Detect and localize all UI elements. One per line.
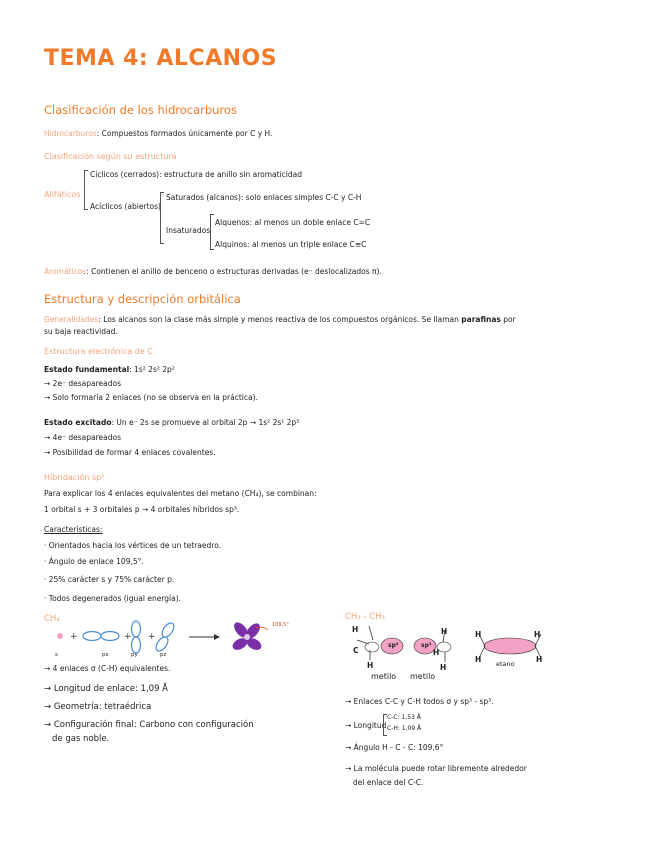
subheading-hybridization: Hibridación sp³ [44,473,105,482]
subheading-electronic: Estructura electrónica de C [44,347,153,356]
ch4-line-3: → Geometría: tetraédrica [44,702,152,712]
ethane-sigma-bond [484,638,536,654]
fundamental-line [44,365,175,374]
brace-aliphatic [84,170,88,210]
atom-h-3: H [441,627,448,636]
pz-lobe-bottom [154,635,171,653]
saturados-text: Saturados (alcanos): solo enlaces simples C-C y C-H [166,193,362,202]
plus-sign: + [70,632,78,642]
fundamental-2: → Solo formaría 2 enlaces (no se observa en la práctica). [44,393,258,402]
s-orbital [57,633,63,639]
excited-2: → Posibilidad de formar 4 enlaces covalentes. [44,448,216,457]
generalidades-line-2: su baja reactividad. [44,327,118,336]
def-label: Hidrocarburos [44,129,97,138]
atom-h-9: H [536,655,543,664]
aciclicos-text: Acíclicos (abiertos) [90,202,161,211]
ch4-orbital-diagram [44,620,284,665]
excited-line [44,418,299,427]
plus-sign-3: + [148,632,156,642]
generalidades-label: Generalidades [44,315,99,324]
orbital-label-s: s [55,652,58,658]
py-lobe-top [132,621,141,637]
ethane-long-1: C-C: 1,53 Å [387,714,421,721]
plus-sign-2: + [124,632,132,642]
subheading-structure: Clasificación según su estructura [44,152,177,161]
ch4-line-2: → Longitud de enlace: 1,09 Å [44,684,168,694]
fundamental-label: Estado fundamental [44,365,130,374]
etano-label: etano [496,660,515,668]
ciclicos-text: Cíclicos (cerrados): estructura de anillo sin aromaticidad [90,170,302,179]
excited-1: → 4e⁻ desapareados [44,433,122,442]
def-line [44,129,272,138]
atom-h-2: H [367,661,374,670]
px-lobe-right [101,632,119,641]
atom-h-1: H [352,625,359,634]
characteristic-3: · 25% carácter s y 75% carácter p. [44,575,175,584]
characteristic-4: · Todos degenerados (igual energía). [44,594,182,603]
generalidades-por: por [503,315,516,324]
orbital-label-px: px [102,652,109,658]
orbital-label-pz: pz [160,652,167,658]
aromatic-text: : Contienen el anillo de benceno o estructuras derivadas (e⁻ deslocalizados π). [86,267,382,276]
reaction-arrow-head [214,634,220,640]
aliphatic-label: Alifáticos [44,190,81,199]
excited-text: : Un e⁻ 2s se promueve al orbital 2p → 1s² 2s¹ 2p³ [111,418,300,427]
sp3-label-2: sp³ [421,642,432,649]
ethane-line-4a: → La molécula puede rotar libremente alrededor [345,764,527,773]
atom-h-5: H [440,663,447,672]
characteristic-2: · Ángulo de enlace 109,5°. [44,557,144,566]
aromatic-line [44,267,382,276]
generalidades-text: : Los alcanos son la clase más simple y menos reactiva de los compuestos orgánicos. Se llaman [98,315,459,324]
ethane-label: CH₃ - CH₃ [345,612,385,622]
orbital-label-py: py [131,652,138,658]
atom-c-1: C [353,646,359,655]
fundamental-1: → 2e⁻ desapareados [44,379,122,388]
sp3-label-1: sp³ [388,642,399,649]
py-lobe-bottom [132,637,141,653]
parafinas-word: parafinas [461,315,501,324]
hybridization-1: Para explicar los 4 enlaces equivalentes del metano (CH₄), se combinan: [44,489,317,498]
section-heading-classification: Clasificación de los hidrocarburos [44,103,237,117]
aromatic-label: Aromáticos [44,267,87,276]
alquinos-text: Alquinos: al menos un triple enlace C≡C [215,240,367,249]
ethane-long-2: C-H: 1,09 Å [387,725,422,732]
metilo-label-2: metilo [410,672,436,681]
ch4-line-4a: → Configuración final: Carbono con configuración [44,720,254,730]
ethane-line-1: → Enlaces C-C y C-H todos σ y sp³ - sp³. [345,697,494,706]
ch4-angle-label: 109,5° [272,622,289,628]
insaturados-text: Insaturados [166,226,211,235]
ethane-longitud-label: → Longitud [345,721,387,730]
sp3-hybrid-orbitals [231,620,264,652]
fundamental-config: : 1s² 2s² 2p² [129,365,175,374]
brace-insaturados [210,214,214,250]
excited-label: Estado excitado [44,418,112,427]
page-title: TEMA 4: ALCANOS [44,46,278,71]
px-lobe-left [83,632,101,641]
atom-h-4: H [433,648,440,657]
ethane-line-3: → Ángulo H - C - C: 109,6° [345,743,444,752]
ch4-line-4b: de gas noble. [52,734,110,744]
ethane-line-4b: del enlace del C-C. [353,778,424,787]
brace-aciclicos [160,192,164,244]
ch4-label: CH₄ [44,614,60,624]
metilo-label-1: metilo [371,672,397,681]
generalidades-line [44,315,516,324]
atom-h-7: H [475,655,482,664]
atom-h-6: H [475,630,482,639]
atom-h-8: H [534,630,541,639]
def-text: : Compuestos formados únicamente por C y H. [96,129,273,138]
hybridization-2: 1 orbital s + 3 orbitales p → 4 orbitales híbridos sp³. [44,505,240,514]
pz-lobe-top [160,621,177,639]
characteristics-label: Características: [44,525,103,534]
ch4-line-1: → 4 enlaces σ (C-H) equivalentes. [44,664,171,673]
characteristic-1: · Orientados hacia los vértices de un tetraedro. [44,541,222,550]
section-heading-structure: Estructura y descripción orbitálica [44,292,241,306]
alquenos-text: Alquenos: al menos un doble enlace C=C [215,218,371,227]
